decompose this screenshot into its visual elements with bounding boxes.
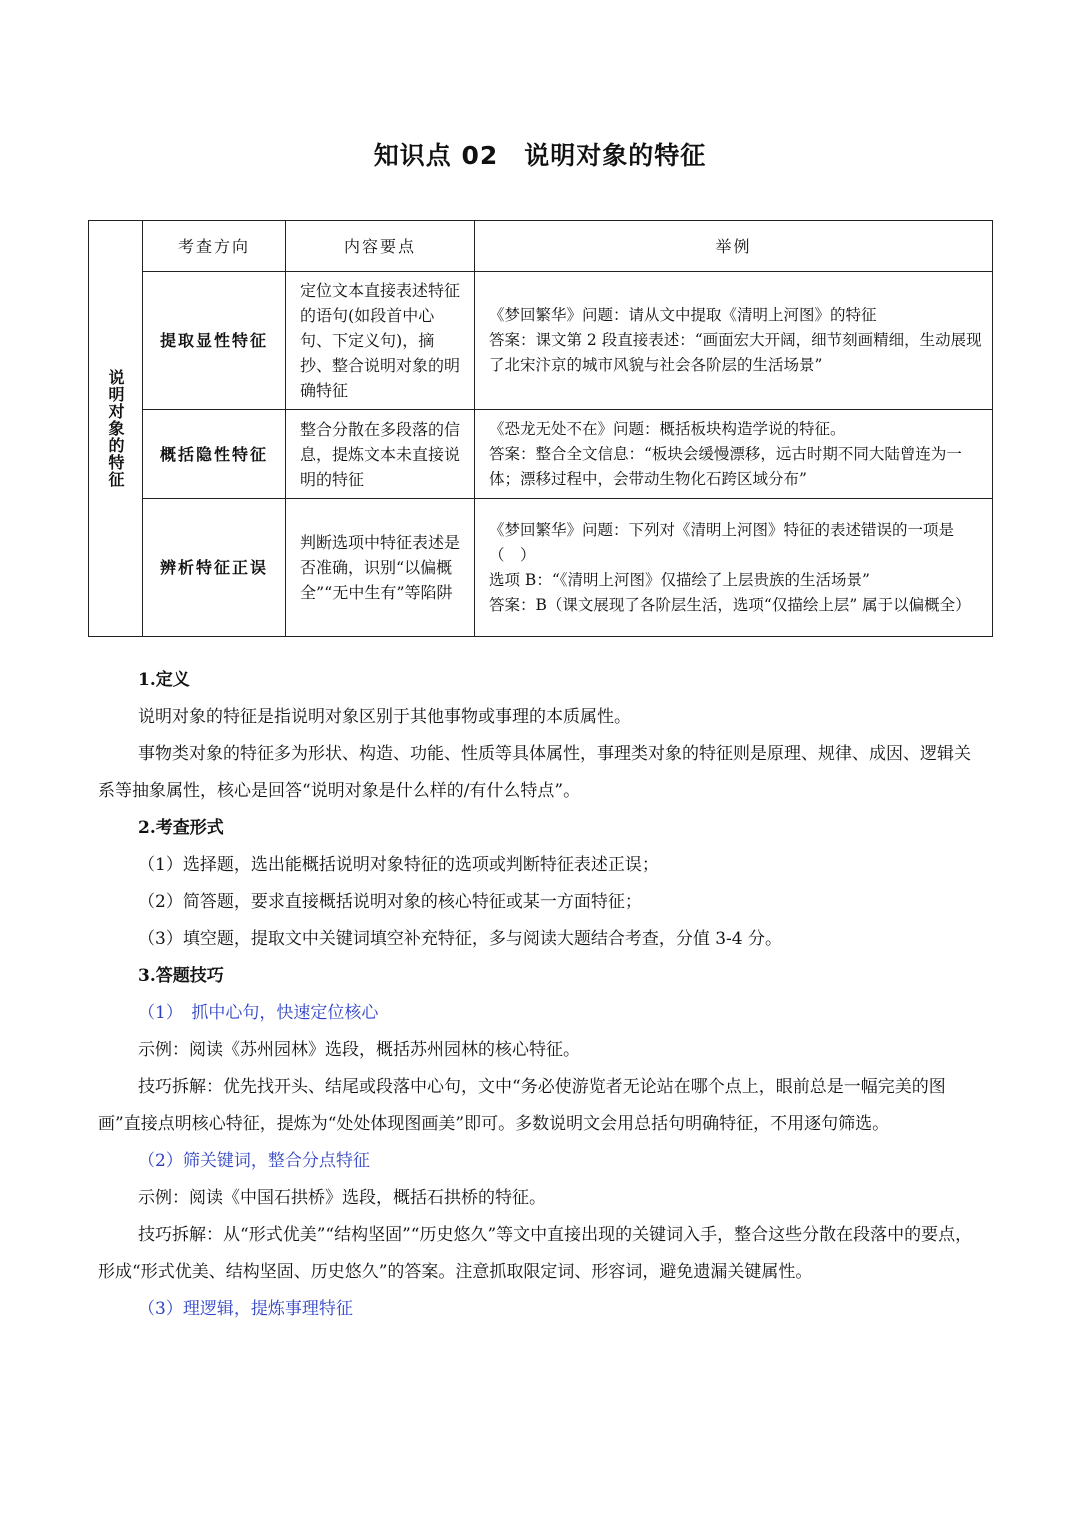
knowledge-table <box>88 220 993 637</box>
row-example <box>475 272 993 410</box>
tip-example: 示例：阅读《苏州园林》选段，概括苏州园林的核心特征。 <box>138 1040 580 1060</box>
row-points: 判断选项中特征表述是否准确，识别“以偏概全”“无中生有”等陷阱 <box>286 499 475 637</box>
example-answer: 答案：B（课文展现了各阶层生活，选项“仅描绘上层” 属于以偏概全） <box>489 595 971 614</box>
tip-title: （2）筛关键词，整合分点特征 <box>138 1151 370 1171</box>
side-label-cell <box>89 221 143 637</box>
tip-title: （1） 抓中心句，快速定位核心 <box>138 1003 379 1023</box>
example-answer: 答案：整合全文信息：“板块会缓慢漂移，远古时期不同大陆曾连为一体；漂移过程中，会带动生物化石跨区域分布” <box>489 444 962 488</box>
table-row <box>89 499 993 637</box>
tips-heading: 3.答题技巧 <box>138 966 224 986</box>
definition-paragraph: 说明对象的特征是指说明对象区别于其他事物或事理的本质属性。 <box>138 707 631 727</box>
form-item: （3）填空题，提取文中关键词填空补充特征，多与阅读大题结合考查，分值 3-4 分。 <box>138 929 782 949</box>
header-example: 举例 <box>475 221 993 272</box>
form-item: （2）简答题，要求直接概括说明对象的核心特征或某一方面特征； <box>138 892 642 912</box>
form-item: （1）选择题，选出能概括说明对象特征的选项或判断特征表述正误； <box>138 855 659 875</box>
forms-heading: 2.考查形式 <box>138 818 224 838</box>
table-row <box>89 410 993 499</box>
definition-heading: 1.定义 <box>138 670 190 690</box>
row-direction: 提取显性特征 <box>143 272 286 410</box>
example-answer: 答案：课文第 2 段直接表述：“画面宏大开阔，细节刻画精细，生动展现了北宋汴京的城市风貌与社会各阶层的生活场景” <box>489 331 982 374</box>
table-row <box>89 272 993 410</box>
example-question: 《梦回繁华》问题：下列对《清明上河图》特征的表述错误的一项是（ ） <box>489 520 955 564</box>
page-title: 知识点 02 说明对象的特征 <box>373 141 707 170</box>
tip-title: （3）理逻辑，提炼事理特征 <box>138 1299 353 1319</box>
table-header-row <box>89 221 993 272</box>
row-direction: 辨析特征正误 <box>143 499 286 637</box>
row-direction: 概括隐性特征 <box>143 410 286 499</box>
tip-example: 示例：阅读《中国石拱桥》选段，概括石拱桥的特征。 <box>138 1188 546 1208</box>
header-points: 内容要点 <box>286 221 475 272</box>
body-text <box>98 662 984 1328</box>
row-example <box>475 410 993 499</box>
row-example <box>475 499 993 637</box>
tip-analysis: 技巧拆解：从“形式优美”“结构坚固”“历史悠久”等文中直接出现的关键词入手，整合这些分散在段落中的要点，形成“形式优美、结构坚固、历史悠久”的答案。注意抓取限定词、形容词，避免遗漏关键属性。 <box>98 1225 973 1282</box>
header-direction: 考查方向 <box>143 221 286 272</box>
row-points: 定位文本直接表述特征的语句(如段首中心句、下定义句)，摘抄、整合说明对象的明确特征 <box>286 272 475 410</box>
example-option: 选项 B：“《清明上河图》仅描绘了上层贵族的生活场景” <box>489 570 870 589</box>
row-points: 整合分散在多段落的信息，提炼文本未直接说明的特征 <box>286 410 475 499</box>
example-question: 《梦回繁华》问题：请从文中提取《清明上河图》的特征 <box>489 306 877 324</box>
side-label: 说明对象的特征 <box>106 369 125 488</box>
tip-analysis: 技巧拆解：优先找开头、结尾或段落中心句，文中“务必使游览者无论站在哪个点上，眼前总是一幅完美的图画”直接点明核心特征，提炼为“处处体现图画美”即可。多数说明文会用总括句明确特征，不用逐句筛选。 <box>98 1077 946 1134</box>
example-question: 《恐龙无处不在》问题：概括板块构造学说的特征。 <box>489 419 846 438</box>
definition-paragraph: 事物类对象的特征多为形状、构造、功能、性质等具体属性，事理类对象的特征则是原理、规律、成因、逻辑关系等抽象属性，核心是回答“说明对象是什么样的/有什么特点”。 <box>98 744 971 801</box>
